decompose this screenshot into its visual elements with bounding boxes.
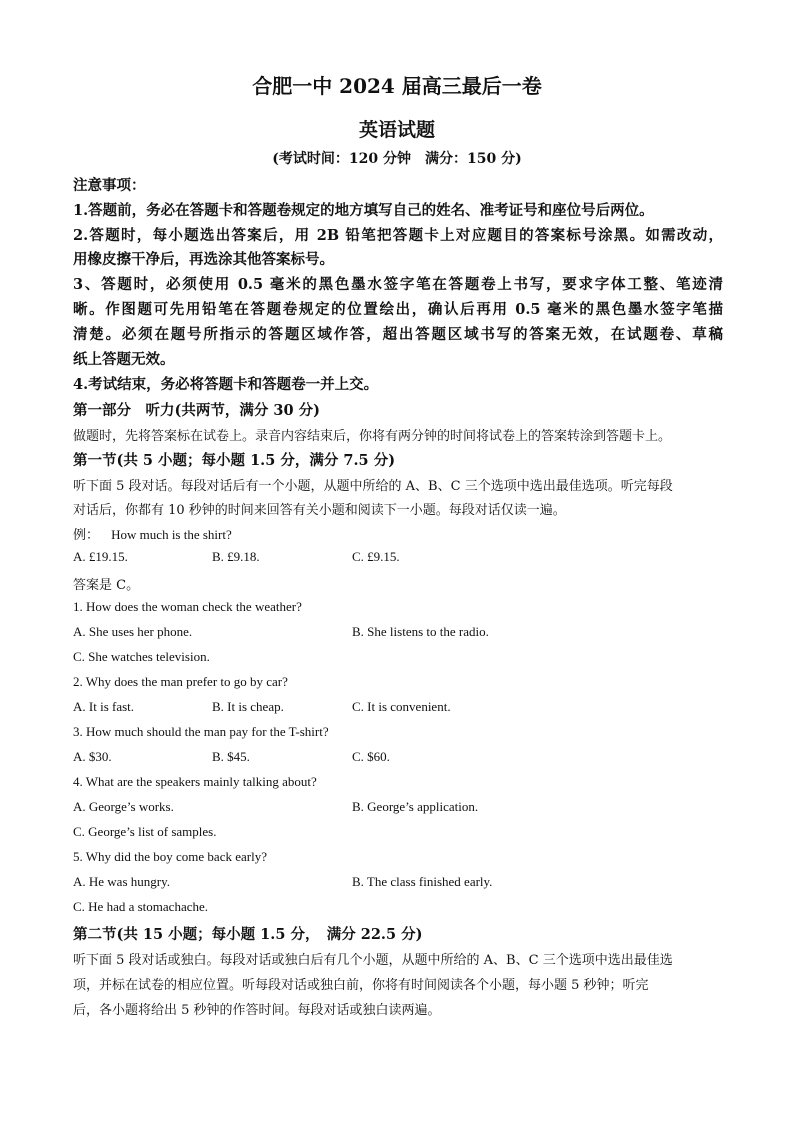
notice-line-8: 4.考试结束，务必将答题卡和答题卷一并上交。 [73, 376, 379, 393]
q2-option-a: A. It is fast. [73, 699, 135, 714]
section2-instruction-1: 听下面 5 段对话或独白。每段对话或独白后有几个小题，从题中所给的 A、B、C 三个选项中选出最佳选 [73, 953, 673, 968]
question-4: 4. What are the speakers mainly talking about? [73, 774, 317, 789]
notice-line-1: 1.答题前，务必在答题卡和答题卷规定的地方填写自己的姓名、准考证号和座位号后两位。 [73, 202, 654, 219]
section1-instruction-1: 听下面 5 段对话。每段对话后有一个小题，从题中所给的 A、B、C 三个选项中选出最佳选项。听完每段 [73, 479, 673, 494]
q4-option-b: B. George’s application. [352, 799, 479, 814]
question-2: 2. Why does the man prefer to go by car? [73, 674, 288, 689]
question-3: 3. How much should the man pay for the T-shirt? [73, 724, 329, 739]
notice-line-2: 2.答题时，每小题选出答案后，用 2B 铅笔把答题卡上对应题目的答案标号涂黑。如需改动， [73, 227, 723, 244]
notice-line-5: 晰。作图题可先用铅笔在答题卷规定的位置绘出，确认后再用 0.5 毫米的黑色墨水签字笔描 [73, 301, 723, 318]
question-1: 1. How does the woman check the weather? [73, 599, 302, 614]
notice-line-3: 用橡皮擦干净后，再选涂其他答案标号。 [73, 251, 334, 268]
q1-option-a: A. She uses her phone. [73, 624, 193, 639]
q3-option-c: C. $60. [352, 749, 390, 764]
part1-instruction: 做题时，先将答案标在试卷上。录音内容结束后，你将有两分钟的时间将试卷上的答案转涂到答题卡上。 [73, 429, 672, 444]
example-option-b: B. £9.18. [212, 549, 260, 564]
exam-info: (考试时间：120 分钟 满分：150 分) [272, 151, 522, 167]
notice-line-7: 纸上答题无效。 [73, 351, 175, 368]
q5-option-b: B. The class finished early. [352, 874, 493, 889]
notice-line-6: 清楚。必须在题号所指示的答题区域作答，超出答题区域书写的答案无效，在试题卷、草稿 [73, 326, 723, 343]
q5-option-c: C. He had a stomachache. [73, 899, 209, 914]
section1-instruction-2: 对话后，你都有 10 秒钟的时间来回答有关小题和阅读下一小题。每段对话仅读一遍。 [73, 503, 566, 518]
q5-option-a: A. He was hungry. [73, 874, 170, 889]
notice-heading: 注意事项： [73, 177, 146, 194]
q2-option-b: B. It is cheap. [212, 699, 284, 714]
notice-line-4: 3、答题时，必须使用 0.5 毫米的黑色墨水签字笔在答题卷上书写，要求字体工整、笔迹清 [73, 276, 723, 293]
q3-option-a: A. $30. [73, 749, 112, 764]
example-answer: 答案是 C。 [73, 578, 140, 593]
exam-title: 合肥一中 2024 届高三最后一卷 [252, 74, 542, 98]
section2-heading: 第二节(共 15 小题；每小题 1.5 分， 满分 22.5 分) [73, 926, 423, 943]
part1-heading: 第一部分 听力(共两节，满分 30 分) [73, 402, 320, 419]
question-5: 5. Why did the boy come back early? [73, 849, 267, 864]
q2-option-c: C. It is convenient. [352, 699, 451, 714]
exam-subtitle: 英语试题 [358, 119, 435, 141]
example-option-c: C. £9.15. [352, 549, 400, 564]
section1-heading: 第一节(共 5 小题；每小题 1.5 分，满分 7.5 分) [73, 452, 396, 469]
q4-option-c: C. George’s list of samples. [73, 824, 217, 839]
q1-option-b: B. She listens to the radio. [352, 624, 489, 639]
example-question: How much is the shirt? [111, 527, 232, 542]
example-row [73, 524, 723, 543]
q4-option-a: A. George’s works. [73, 799, 174, 814]
section2-instruction-3: 后，各小题将给出 5 秒钟的作答时间。每段对话或独白读两遍。 [73, 1003, 441, 1018]
section2-instruction-2: 项，并标在试卷的相应位置。听每段对话或独白前，你将有时间阅读各个小题，每小题 5 秒钟；听完 [73, 978, 649, 993]
q3-option-b: B. $45. [212, 749, 250, 764]
q1-option-c: C. She watches television. [73, 649, 210, 664]
example-option-a: A. £19.15. [73, 549, 128, 564]
example-label: 例： [73, 528, 100, 543]
